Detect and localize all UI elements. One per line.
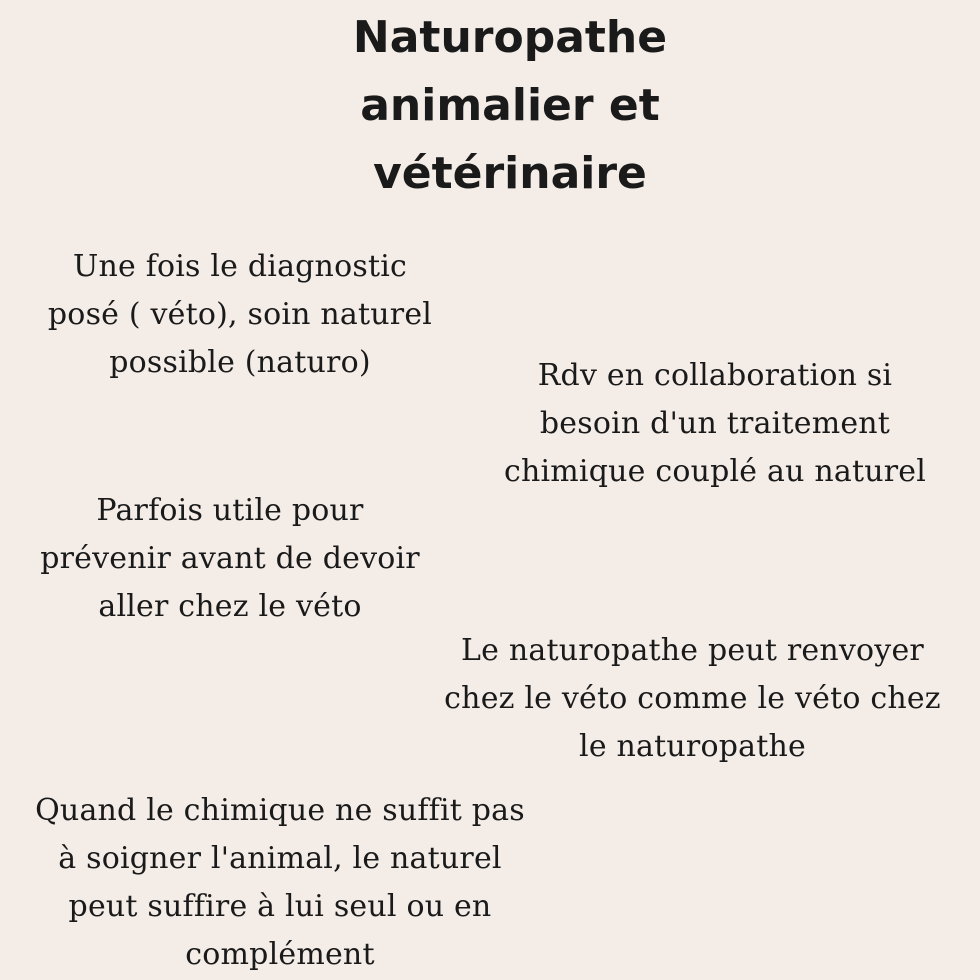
note-collaboration — [470, 352, 960, 496]
note-prevention — [10, 487, 450, 631]
note-line: posé ( véto), soin naturel — [47, 297, 433, 332]
page-title — [250, 4, 770, 208]
note-line: aller chez le véto — [98, 589, 362, 624]
note-line: Une fois le diagnostic — [73, 249, 407, 284]
note-referral — [405, 627, 980, 771]
note-line: à soigner l'animal, le naturel — [58, 841, 502, 876]
note-diagnostic — [10, 243, 470, 387]
note-line: Le naturopathe peut renvoyer — [461, 633, 924, 668]
note-line: le naturopathe — [579, 729, 806, 764]
note-line: peut suffire à lui seul ou en — [68, 889, 492, 924]
note-line: Quand le chimique ne suffit pas — [35, 793, 525, 828]
note-complement — [10, 787, 550, 979]
title-line: vétérinaire — [373, 148, 647, 199]
note-line: chez le véto comme le véto chez — [444, 681, 941, 716]
note-line: complément — [185, 937, 375, 972]
note-line: besoin d'un traitement — [539, 406, 891, 441]
title-line: Naturopathe — [352, 12, 668, 63]
note-line: chimique couplé au naturel — [503, 454, 927, 489]
title-line: animalier et — [360, 80, 660, 131]
note-line: possible (naturo) — [109, 345, 371, 380]
note-line: Parfois utile pour — [96, 493, 364, 528]
note-line: Rdv en collaboration si — [537, 358, 893, 393]
note-line: prévenir avant de devoir — [40, 541, 420, 576]
